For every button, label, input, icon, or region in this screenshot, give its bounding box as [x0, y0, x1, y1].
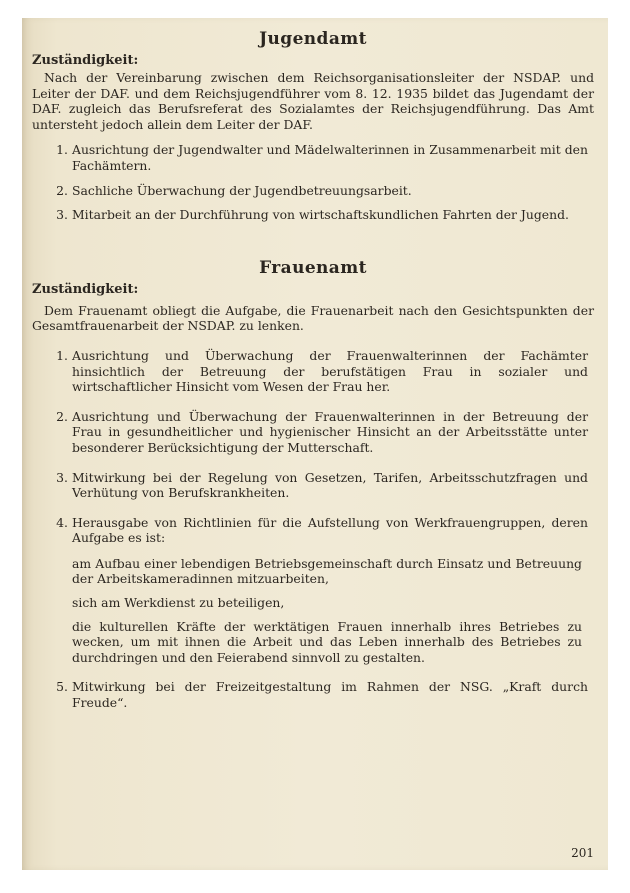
item-text: Ausrichtung der Jugendwalter und Mädelwalterinnen in Zusammenarbeit mit den Fachämtern. [72, 142, 588, 173]
item-number: 1. [56, 142, 68, 158]
book-page [22, 18, 608, 870]
jugendamt-intro: Nach der Vereinbarung zwischen dem Reichsorganisationsleiter der NSDAP. und Leiter der DAF. und dem Reichsjugendführer vom 8. 12. 1935 bildet das Jugendamt der DAF. zugleich das Berufsreferat des Sozialamtes der Reichsjugendführung. Das Amt untersteht jedoch allein dem Leiter der DAF. [32, 70, 594, 132]
frauenamt-list [50, 348, 594, 711]
jugendamt-label: Zuständigkeit: [32, 53, 139, 68]
list-item [50, 470, 594, 501]
list-item [50, 515, 594, 666]
item-text: Mitwirkung bei der Regelung von Gesetzen, Tarifen, Arbeitsschutzfragen und Verhütung von Berufskrankheiten. [72, 469, 588, 501]
item-text: Mitwirkung bei der Freizeitgestaltung im Rahmen der NSG. „Kraft durch Freude“. [72, 679, 588, 711]
item-number: 2. [56, 408, 68, 424]
jugendamt-title: Jugendamt [259, 29, 367, 49]
page-content [32, 28, 594, 711]
item-number: 2. [56, 182, 68, 198]
sub-item: sich am Werkdienst zu beteiligen, [72, 595, 285, 611]
page-number: 201 [571, 846, 594, 860]
item-text: Ausrichtung und Überwachung der Frauenwalterinnen der Fachämter hinsichtlich der Betreuung der berufstätigen Frau in sozialer und wirtschaftlicher Hinsicht vom Wesen der Frau her. [72, 347, 588, 395]
frauenamt-label: Zuständigkeit: [32, 281, 139, 297]
list-item [50, 142, 594, 173]
list-item [50, 409, 594, 456]
item-number: 1. [56, 347, 68, 363]
item-text [72, 515, 588, 666]
frauenamt-intro: Dem Frauenamt obliegt die Aufgabe, die Frauenarbeit nach den Gesichtspunkten der Gesamtfrauenarbeit der NSDAP. zu lenken. [32, 302, 594, 334]
jugendamt-list [50, 142, 594, 222]
item-number: 5. [56, 679, 68, 695]
list-item [50, 183, 594, 199]
frauenamt-title: Frauenamt [259, 257, 367, 278]
list-item [50, 207, 594, 223]
item-lead-text: Herausgabe von Richtlinien für die Aufstellung von Werkfrauengruppen, deren Aufgabe es ist: [72, 514, 588, 546]
item-number: 4. [56, 514, 68, 530]
list-item [50, 348, 594, 395]
item-text: Ausrichtung und Überwachung der Frauenwalterinnen in der Betreuung der Frau in gesundheitlicher und hygienischer Hinsicht an der Arbeitsstätte unter besonderer Berücksichtigung der Mutterschaft. [72, 408, 588, 455]
sub-item: die kulturellen Kräfte der werktätigen Frauen innerhalb ihres Betriebes zu wecken, um mit ihnen die Arbeit und das Leben innerhalb des Betriebes zu durchdringen und den Feierabend sinnvoll zu gestalten. [72, 618, 582, 665]
sub-item: am Aufbau einer lebendigen Betriebsgemeinschaft durch Einsatz und Betreuung der Arbeitskameradinnen mitzuarbeiten, [72, 555, 582, 587]
item-number: 3. [56, 207, 68, 223]
item-text: Mitarbeit an der Durchführung von wirtschaftskundlichen Fahrten der Jugend. [72, 207, 569, 223]
item-number: 3. [56, 469, 68, 485]
list-item [50, 679, 594, 710]
item-text: Sachliche Überwachung der Jugendbetreuungsarbeit. [72, 182, 412, 198]
